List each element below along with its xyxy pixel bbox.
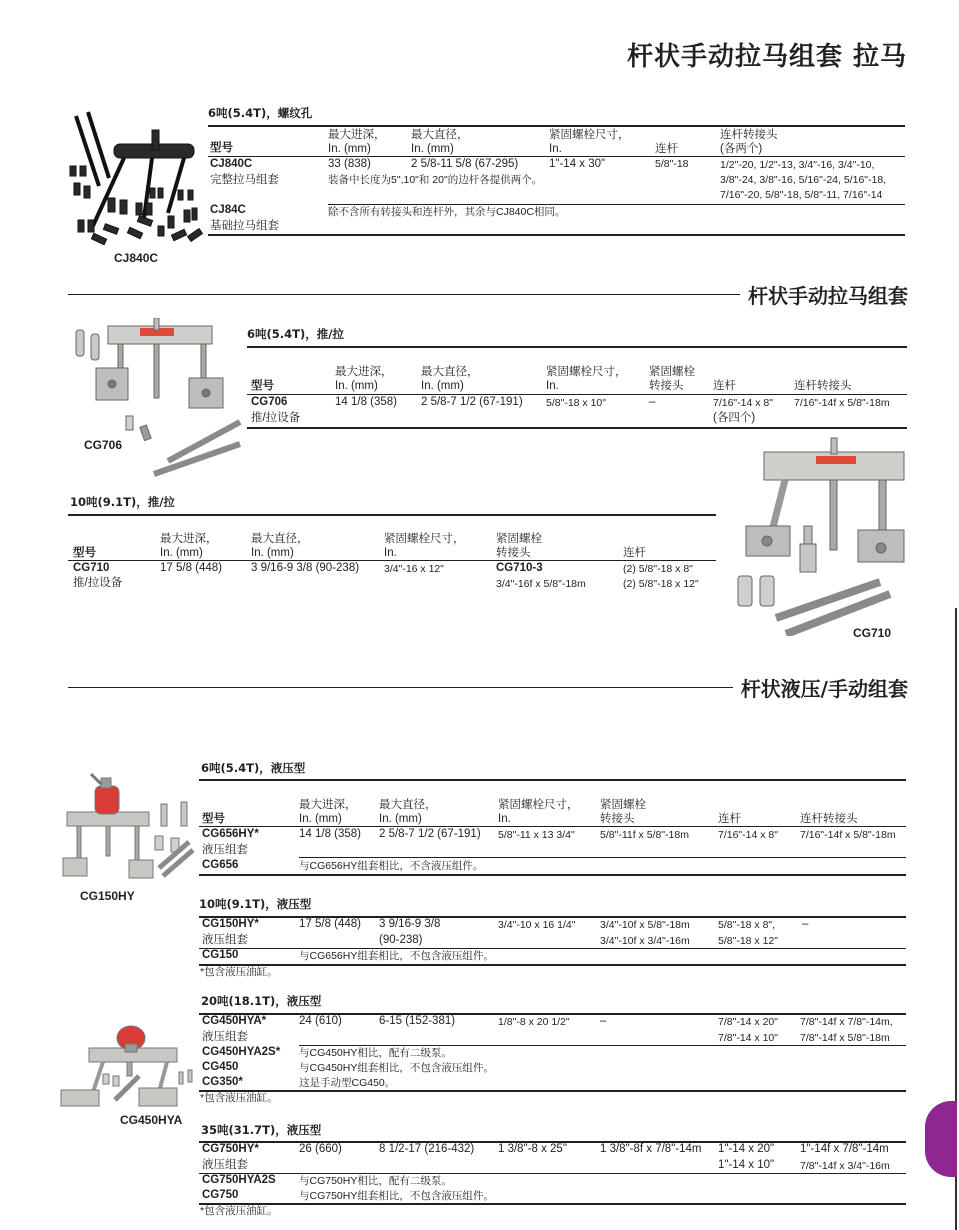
col-header-reach-unit: In. (mm): [299, 813, 342, 825]
bolt-adapter-value: 3/4"-16f x 5/8"-18m: [496, 578, 586, 590]
reach-value: 14 1/8 (358): [299, 828, 362, 840]
model-number: CG150HY*: [202, 918, 259, 930]
rod-value: (2) 5/8"-18 x 12": [623, 578, 699, 590]
cg450hya-puller-photo: [55, 1016, 195, 1108]
model-desc: 推/拉设备: [251, 412, 301, 424]
cj840c-puller-photo: [64, 108, 204, 253]
cg150hy-caption: CG150HY: [80, 889, 135, 903]
cg710-group-title: 10吨(9.1T)，推/拉: [70, 495, 175, 509]
rod-value: 1"-14 x 10": [718, 1159, 775, 1171]
cg150hy-puller-photo: [55, 772, 195, 884]
col-header-reach-unit: In. (mm): [328, 143, 371, 155]
col-header-spread-unit: In. (mm): [379, 813, 422, 825]
model-number: CG150: [202, 949, 239, 961]
rod-value: 5/8"-18: [655, 158, 689, 170]
col-header-bolt-unit: In.: [549, 143, 562, 155]
spread-value: 6-15 (152-381): [379, 1015, 456, 1027]
bolt-value: 3/4"-16 x 12": [384, 563, 444, 575]
page-title: 杆状手动拉马组套 拉马: [626, 42, 907, 72]
bolt-value: 5/8"-11 x 13 3/4": [498, 829, 575, 841]
row-note: 装备中长度为5",10"和 20"的边杆各提供两个。: [328, 174, 543, 186]
spread-value-mm: (90-238): [379, 934, 423, 946]
reach-value: 17 5/8 (448): [299, 918, 362, 930]
rod-adapter-value: 7/16"-14f x 5/8"-18m: [800, 829, 896, 841]
row-note: 与CG450HY组套相比，不包含液压组件。: [299, 1062, 494, 1074]
rod-value: 7/8"-14 x 20": [718, 1016, 778, 1028]
model-number: CG750HY*: [202, 1143, 259, 1155]
section-header-text: 杆状液压/手动组套: [740, 677, 908, 701]
spread-value: 3 9/16-9 3/8 (90-238): [251, 562, 360, 574]
reach-value: 26 (660): [299, 1143, 342, 1155]
rod-adapter-value: 7/8"-14f x 3/4"-16m: [800, 1160, 890, 1172]
bolt-adapter-model: CG710-3: [496, 562, 543, 574]
spread-value: 2 5/8-7 1/2 (67-191): [421, 396, 523, 408]
cg450hya-caption: CG450HYA: [120, 1113, 183, 1127]
rod-adapter-value: 7/8"-14f x 7/8"-14m,: [800, 1016, 893, 1028]
rod-value: 7/16"-14 x 8": [713, 397, 773, 409]
col-header-bolt-adapter: 紧固螺栓: [496, 533, 542, 545]
cg706-caption: CG706: [84, 438, 123, 452]
group-title-6t-hydraulic: 6吨(5.4T)，液压型: [201, 761, 306, 775]
col-header-rod: 连杆: [718, 813, 741, 825]
col-header-reach: 最大进深，: [299, 799, 357, 811]
model-desc: 液压组套: [202, 1159, 248, 1171]
footnote: *包含液压油缸。: [200, 1092, 278, 1104]
rod-adapter-value: 1"-14f x 7/8"-14m: [800, 1143, 889, 1155]
bolt-adapter-value: 3/4"-10f x 3/4"-16m: [600, 935, 690, 947]
model-number: CG450HYA*: [202, 1015, 267, 1027]
bolt-adapter-value: –: [600, 1015, 607, 1027]
section-header-hydraulic: [68, 673, 908, 702]
spread-value: 3 9/16-9 3/8: [379, 918, 441, 930]
model-number: CG450: [202, 1061, 239, 1073]
col-header-bolt-adapter: 紧固螺栓: [649, 366, 695, 378]
col-header-reach: 最大进深，: [335, 366, 393, 378]
bolt-adapter-value: –: [649, 396, 656, 408]
col-header-reach-unit: In. (mm): [160, 547, 203, 559]
row-note: 与CG750HY组套相比，不包含液压组件。: [299, 1190, 494, 1202]
model-number: CG656HY*: [202, 828, 259, 840]
col-header-rod: 连杆: [713, 380, 736, 392]
adapter-value: 3/8"-24, 3/8"-16, 5/16"-24, 5/16"-18,: [720, 174, 887, 186]
rod-value: 7/8"-14 x 10": [718, 1032, 778, 1044]
col-header-bolt-adapter-2: 转接头: [600, 813, 635, 825]
row-note: 与CG656HY组套相比，不含液压组件。: [299, 860, 484, 872]
col-header-bolt-unit: In.: [546, 380, 559, 392]
cj840c-caption: CJ840C: [114, 251, 159, 265]
row-note: 与CG750HY相比，配有二级泵。: [299, 1175, 452, 1187]
reach-value: 17 5/8 (448): [160, 562, 223, 574]
row-note: 与CG450HY相比，配有二级泵。: [299, 1047, 452, 1059]
cg706-group-title: 6吨(5.4T)，推/拉: [247, 327, 344, 341]
adapter-value: 1/2"-20, 1/2"-13, 3/4"-16, 3/4"-10,: [720, 159, 875, 171]
model-number: CG350*: [202, 1076, 243, 1088]
model-desc: 完整拉马组套: [210, 174, 279, 186]
bolt-value: 1/8"-8 x 20 1/2": [498, 1016, 570, 1028]
model-number: CJ84C: [210, 204, 246, 216]
row-note: 与CG656HY组套相比，不包含液压组件。: [299, 950, 494, 962]
model-desc: 液压组套: [202, 934, 248, 946]
col-header-bolt-adapter-2: 转接头: [649, 380, 684, 392]
spread-value: 2 5/8-11 5/8 (67-295): [411, 158, 519, 170]
cg710-puller-photo: [730, 436, 910, 636]
group-title-20t-hydraulic: 20吨(18.1T)，液压型: [201, 994, 322, 1008]
model-number: CG656: [202, 859, 239, 871]
model-number: CG750: [202, 1189, 239, 1201]
bolt-value: 1"-14 x 30": [549, 158, 606, 170]
col-header-bolt-unit: In.: [498, 813, 511, 825]
bolt-value: 1 3/8"-8 x 25": [498, 1143, 567, 1155]
rod-value-note: (各四个): [713, 412, 756, 424]
model-number: CG750HYA2S: [202, 1174, 276, 1186]
row-note: 除不含所有转接头和连杆外，其余与CJ840C相同。: [328, 206, 566, 218]
col-header-reach-unit: In. (mm): [335, 380, 378, 392]
model-number: CG710: [73, 562, 110, 574]
bolt-adapter-value: 1 3/8"-8f x 7/8"-14m: [600, 1143, 702, 1155]
col-header-bolt: 紧固螺栓尺寸，: [549, 129, 630, 141]
col-header-rod-adapter: 连杆转接头: [800, 813, 858, 825]
col-header-model: 型号: [210, 142, 233, 154]
col-header-reach: 最大进深，: [328, 129, 386, 141]
bolt-adapter-value: 3/4"-10f x 5/8"-18m: [600, 919, 690, 931]
col-header-rod: 连杆: [623, 547, 646, 559]
footnote: *包含液压油缸。: [200, 1205, 278, 1217]
spread-value: 8 1/2-17 (216-432): [379, 1143, 475, 1155]
rod-value: (2) 5/8"-18 x 8": [623, 563, 693, 575]
section-index-tab[interactable]: [925, 1101, 957, 1177]
reach-value: 24 (610): [299, 1015, 342, 1027]
col-header-spread-unit: In. (mm): [251, 547, 294, 559]
col-header-spread: 最大直径，: [411, 129, 469, 141]
col-header-spread-unit: In. (mm): [411, 143, 454, 155]
bolt-value: 3/4"-10 x 16 1/4": [498, 919, 576, 931]
col-header-rod-adapter: 连杆转接头: [794, 380, 852, 392]
section-header-text: 杆状手动拉马组套: [748, 284, 908, 308]
rod-value: 1"-14 x 20": [718, 1143, 775, 1155]
col-header-model: 型号: [251, 380, 274, 392]
bolt-value: 5/8"-18 x 10": [546, 397, 606, 409]
col-header-model: 型号: [73, 547, 96, 559]
cg706-puller-photo: [68, 318, 248, 478]
col-header-bolt: 紧固螺栓尺寸，: [498, 799, 579, 811]
rod-adapter-value: 7/16"-14f x 5/8"-18m: [794, 397, 890, 409]
model-number: CG706: [251, 396, 288, 408]
col-header-reach: 最大进深，: [160, 533, 218, 545]
col-header-adapter: 连杆转接头: [720, 129, 778, 141]
col-header-bolt: 紧固螺栓尺寸，: [384, 533, 465, 545]
cg710-caption: CG710: [853, 626, 892, 640]
rod-adapter-value: –: [802, 918, 809, 930]
model-desc: 液压组套: [202, 844, 248, 856]
rod-adapter-value: 7/8"-14f x 5/8"-18m: [800, 1032, 890, 1044]
model-desc: 液压组套: [202, 1031, 248, 1043]
group-title-10t-hydraulic: 10吨(9.1T)，液压型: [199, 897, 312, 911]
col-header-spread: 最大直径，: [421, 366, 479, 378]
col-header-adapter-note: (各两个): [720, 143, 763, 155]
rod-value: 5/8"-18 x 12": [718, 935, 778, 947]
footnote: *包含液压油缸。: [200, 966, 278, 978]
group-title-35t-hydraulic: 35吨(31.7T)，液压型: [201, 1123, 322, 1137]
reach-value: 14 1/8 (358): [335, 396, 398, 408]
col-header-model: 型号: [202, 813, 225, 825]
col-header-bolt-adapter-2: 转接头: [496, 547, 531, 559]
cj840c-group-title: 6吨(5.4T)，螺纹孔: [208, 106, 313, 120]
model-number: CJ840C: [210, 158, 253, 170]
rod-value: 7/16"-14 x 8": [718, 829, 778, 841]
row-note: 这是手动型CG450。: [299, 1077, 396, 1089]
reach-value: 33 (838): [328, 158, 371, 170]
adapter-value: 7/16"-20, 5/8"-18, 5/8"-11, 7/16"-14: [720, 189, 883, 201]
model-desc: 推/拉设备: [73, 577, 123, 589]
col-header-spread: 最大直径，: [379, 799, 437, 811]
model-desc: 基础拉马组套: [210, 220, 279, 232]
bolt-adapter-value: 5/8"-11f x 5/8"-18m: [600, 829, 689, 841]
model-number: CG450HYA2S*: [202, 1046, 281, 1058]
rod-value: 5/8"-18 x 8",: [718, 919, 776, 931]
col-header-spread-unit: In. (mm): [421, 380, 464, 392]
col-header-bolt: 紧固螺栓尺寸，: [546, 366, 627, 378]
col-header-bolt-adapter: 紧固螺栓: [600, 799, 646, 811]
col-header-bolt-unit: In.: [384, 547, 397, 559]
col-header-rod: 连杆: [655, 143, 678, 155]
spread-value: 2 5/8-7 1/2 (67-191): [379, 828, 481, 840]
section-header-manual: [68, 280, 908, 309]
col-header-spread: 最大直径，: [251, 533, 309, 545]
